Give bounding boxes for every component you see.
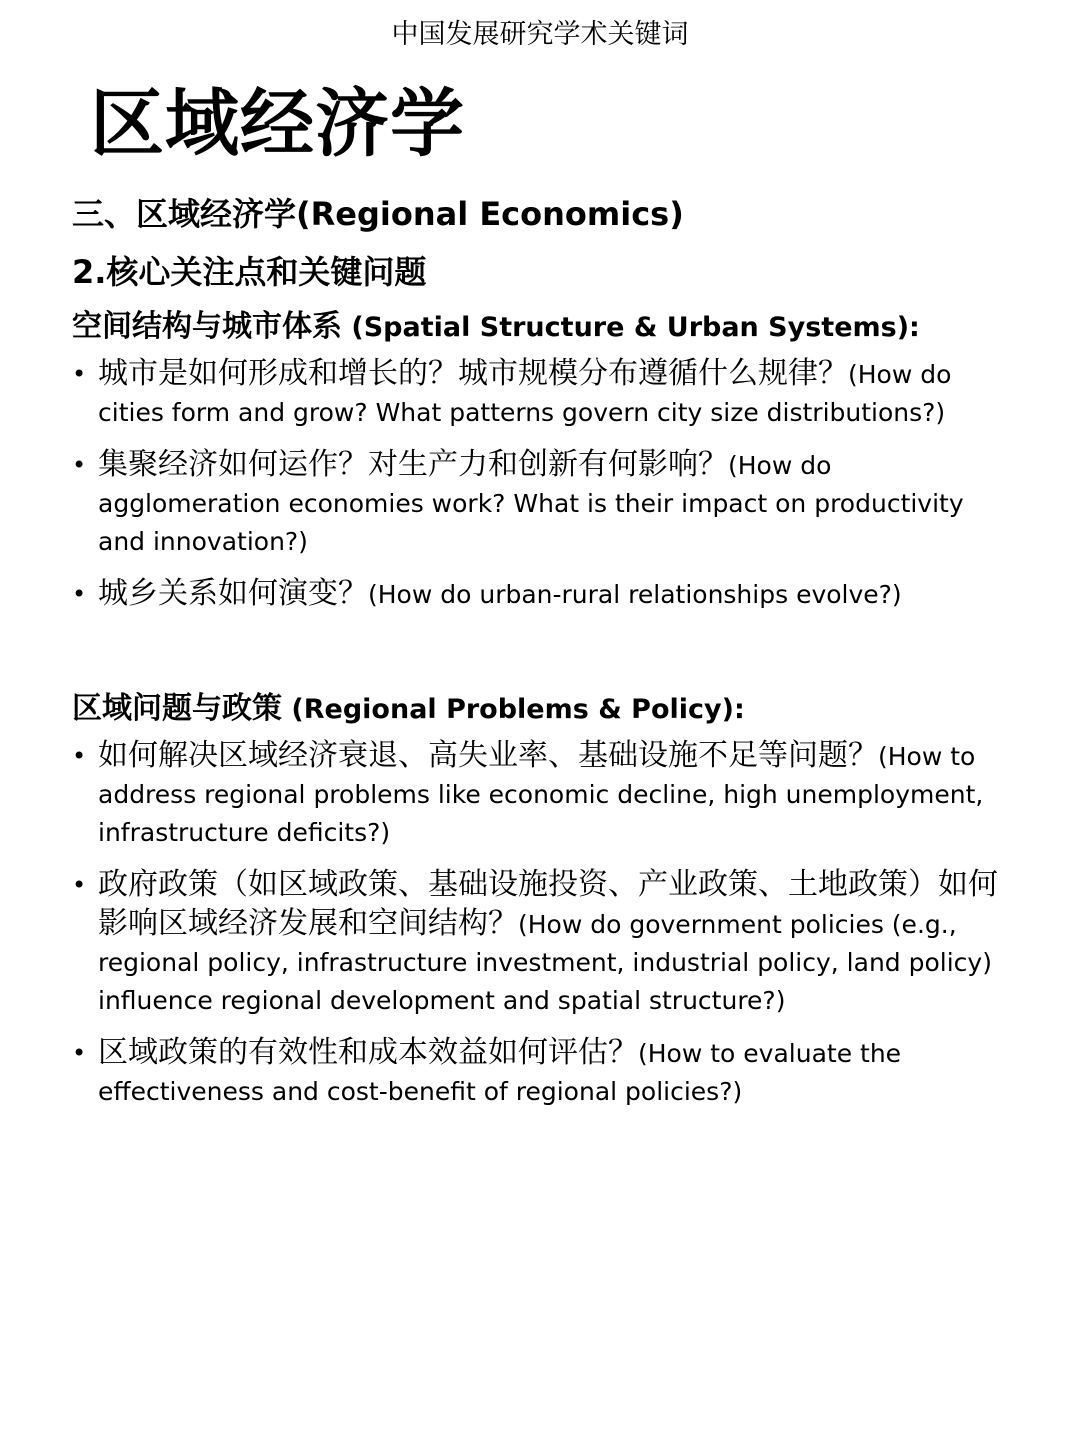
page-title: 区域经济学 (90, 81, 465, 167)
item-text-zh: 区域政策的有效性和成本效益如何评估？ (98, 1035, 638, 1070)
item-text-en: (How do urban-rural relationships evolve?) (368, 580, 902, 609)
item-text-zh: 城市是如何形成和增长的？城市规模分布遵循什么规律？ (98, 356, 848, 391)
list-item (72, 866, 1012, 1020)
item-text-zh: 城乡关系如何演变？ (98, 576, 368, 611)
item-text-zh: 集聚经济如何运作？对生产力和创新有何影响？ (98, 447, 728, 482)
group-title (72, 306, 1012, 349)
group-title-en: (Spatial Structure & Urban Systems): (342, 312, 920, 343)
group-title (72, 688, 1012, 731)
list-item (72, 1034, 1012, 1111)
group-title-en: (Regional Problems & Policy): (282, 694, 745, 725)
spatial-structure-group (72, 306, 1012, 628)
group-title-zh: 空间结构与城市体系 (72, 309, 342, 344)
header-note: 中国发展研究学术关键词 (391, 19, 689, 50)
bullet-icon: • (72, 451, 87, 479)
bullet-icon: • (72, 360, 87, 388)
bullet-icon: • (72, 871, 87, 899)
item-text-en: (How do government policies (e.g., regional policy, infrastructure investment, industrial policy, land policy) influence regional development and spatial structure?) (98, 910, 992, 1015)
list-item (72, 575, 1012, 614)
list-item (72, 355, 1012, 432)
list-item (72, 737, 1012, 852)
sub-heading: 2.核心关注点和关键问题 (72, 253, 427, 291)
bullet-icon: • (72, 1039, 87, 1067)
bullet-list (72, 737, 1012, 1111)
item-text-en: (How do cities form and grow? What patterns govern city size distributions?) (98, 360, 952, 427)
item-text-zh: 政府政策（如区域政策、基础设施投资、产业政策、土地政策）如何影响区域经济发展和空间结构？ (98, 867, 998, 941)
group-title-zh: 区域问题与政策 (72, 691, 282, 726)
item-text-en: (How to evaluate the effectiveness and cost-benefit of regional policies?) (98, 1039, 902, 1106)
item-text-en: (How do agglomeration economies work? What is their impact on productivity and innovation?) (98, 451, 964, 556)
list-item (72, 446, 1012, 561)
bullet-icon: • (72, 580, 87, 608)
regional-policy-group (72, 688, 1012, 1125)
bullet-icon: • (72, 742, 87, 770)
bullet-list (72, 355, 1012, 614)
item-text-zh: 如何解决区域经济衰退、高失业率、基础设施不足等问题？ (98, 738, 878, 773)
item-text-en: (How to address regional problems like economic decline, high unemployment, infrastructure deficits?) (98, 742, 984, 847)
section-heading: 三、区域经济学(Regional Economics) (72, 195, 684, 233)
